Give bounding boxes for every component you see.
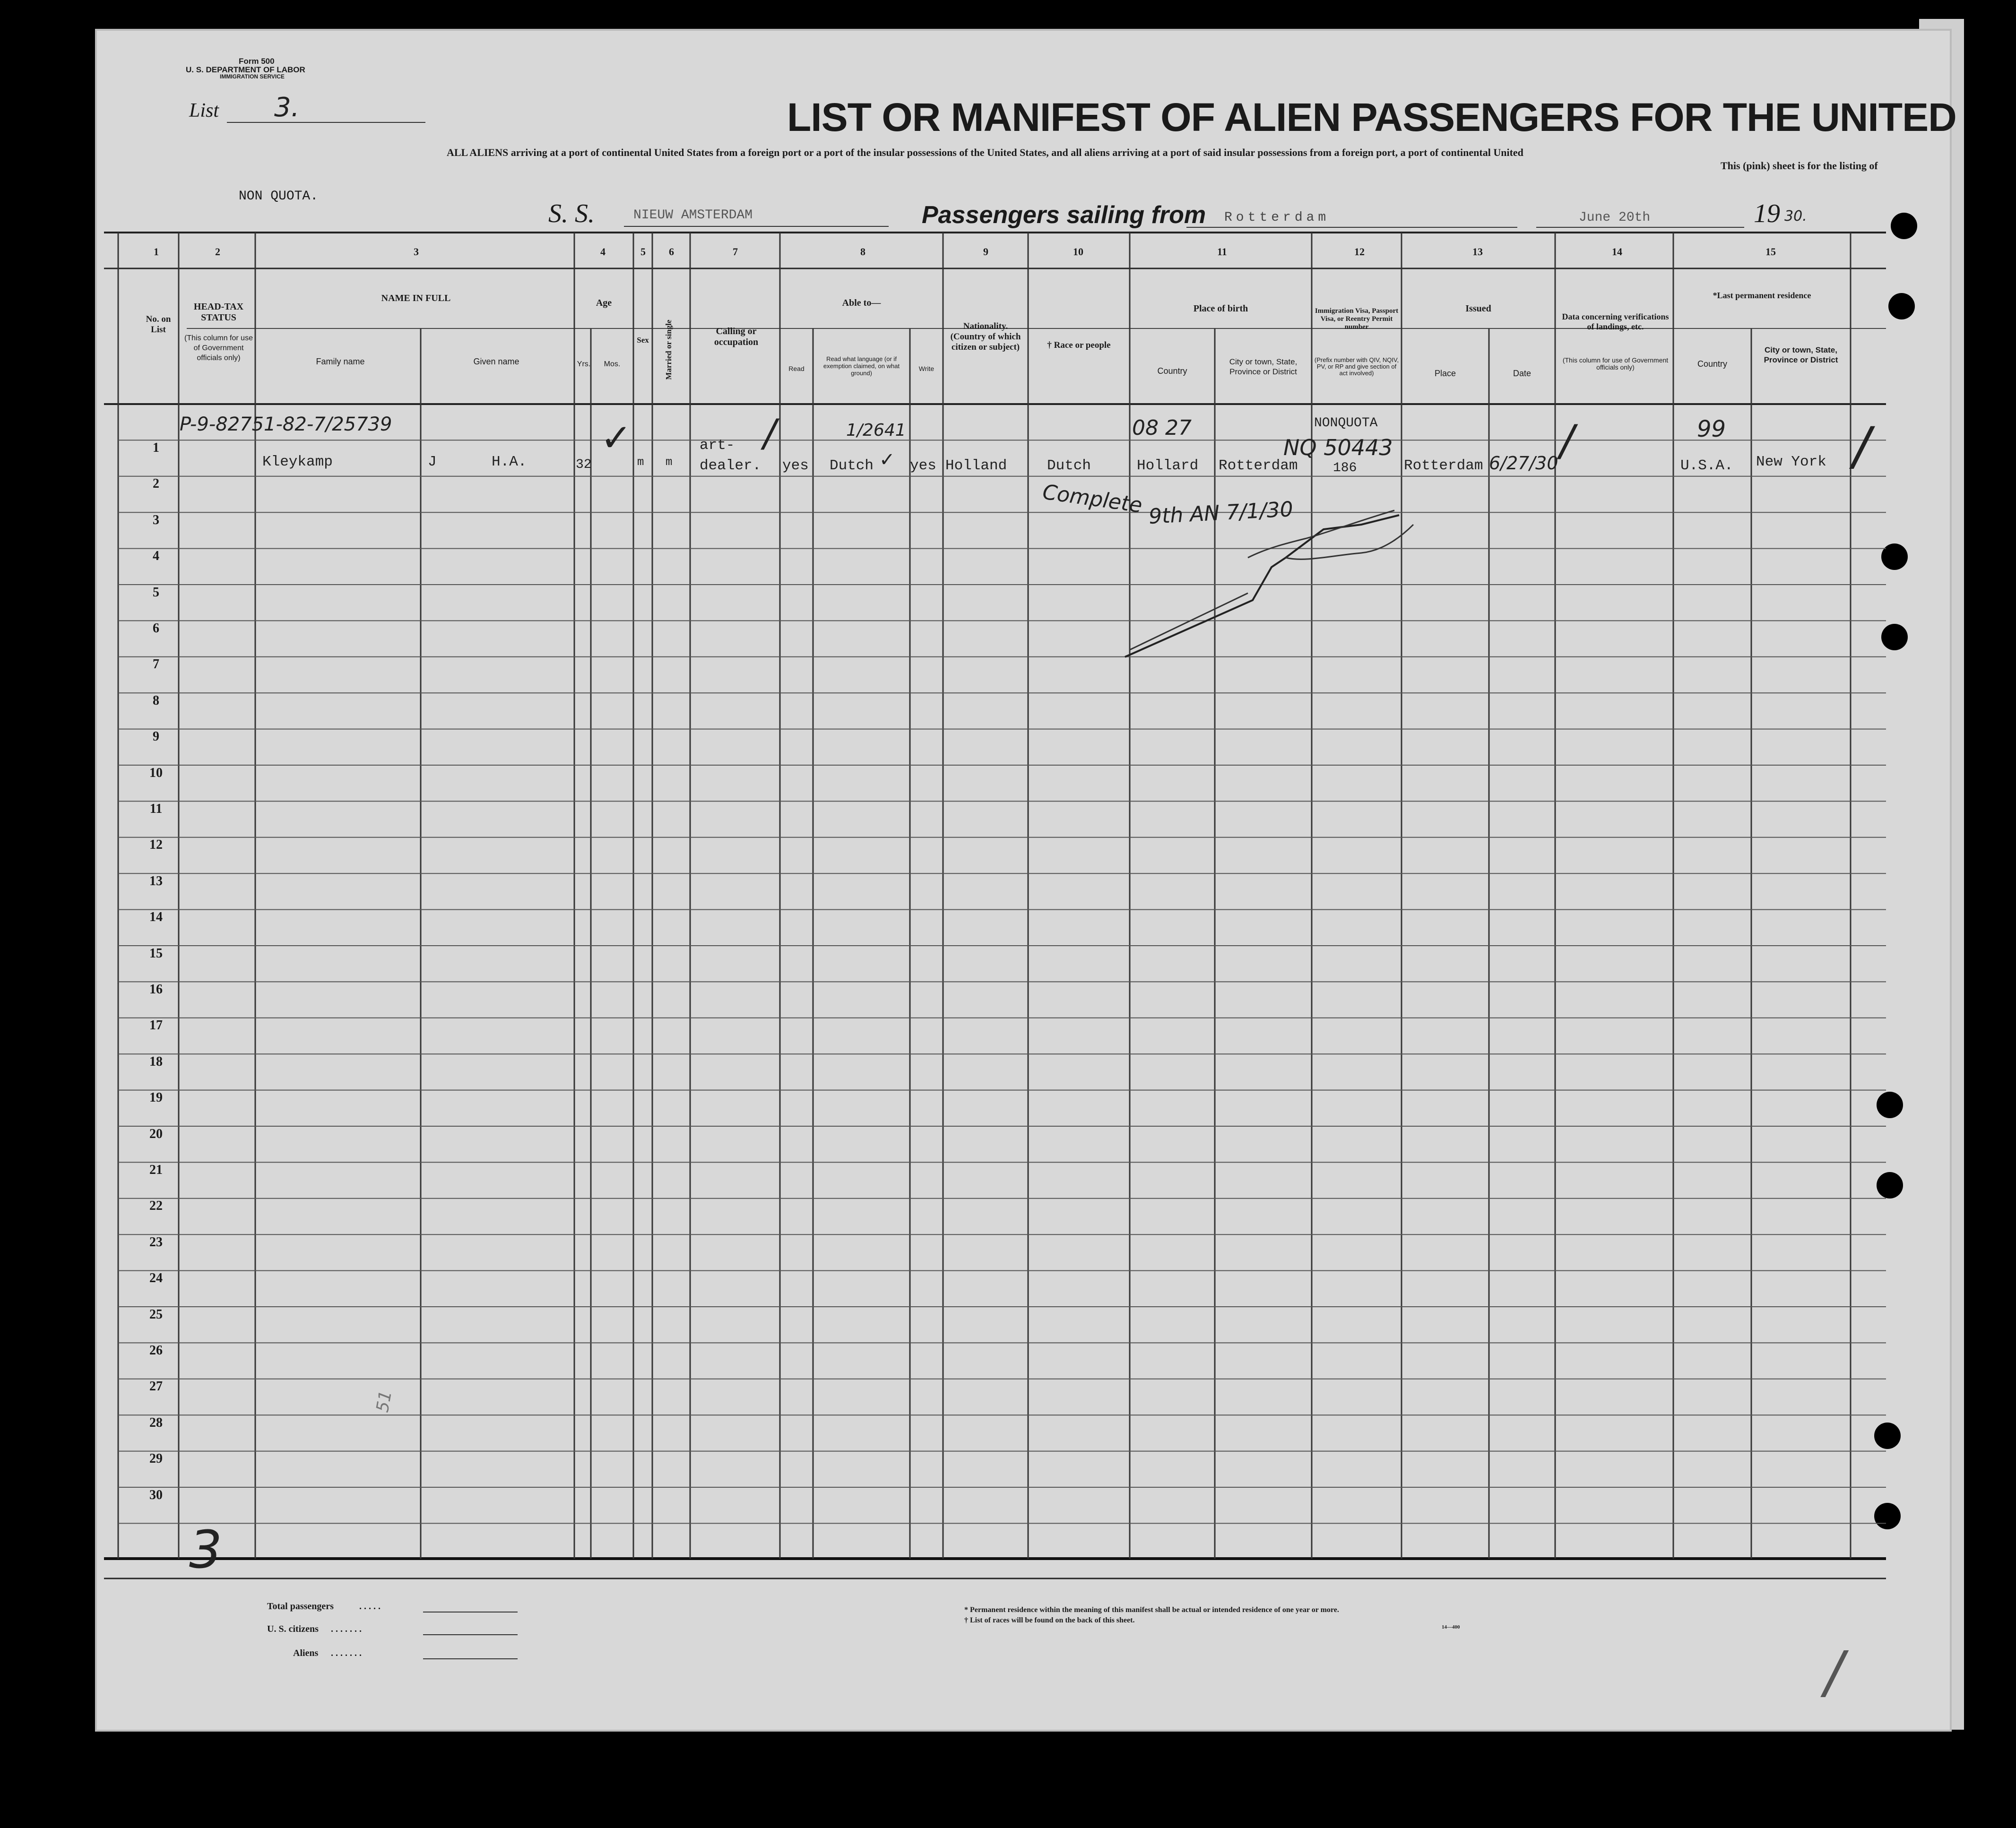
read-language: Dutch <box>830 457 874 474</box>
colnum-4: 4 <box>600 246 606 258</box>
language-check: ✓ <box>879 449 895 471</box>
sex: m <box>637 456 644 469</box>
header-last-residence: *Last permanent residence <box>1713 291 1811 300</box>
aliens-line <box>423 1658 518 1659</box>
row-number: 19 <box>149 1090 163 1105</box>
header-sex: Sex <box>637 336 649 345</box>
header-res-country: Country <box>1697 359 1728 369</box>
ship-name: NIEUW AMSTERDAM <box>633 208 753 223</box>
header-issued: Issued <box>1465 303 1491 314</box>
header-res-city: City or town, State, Province or District <box>1764 345 1838 364</box>
occupation-1: art- <box>700 437 735 454</box>
row-number: 30 <box>149 1487 163 1502</box>
row-number: 13 <box>149 873 163 888</box>
family-name: Kleykamp <box>262 454 333 470</box>
row-number: 5 <box>153 585 159 600</box>
colnum-2: 2 <box>215 246 220 258</box>
row-number: 20 <box>149 1126 163 1141</box>
colnum-8: 8 <box>860 246 865 258</box>
manifest-subtitle: ALL ALIENS arriving at a port of continental United States from a foreign port or a port of the insular possessions of the United States, and all aliens arriving at a port of said insular possessions from a foreign port, a port of continental United <box>447 147 1523 158</box>
colnum-12: 12 <box>1354 246 1365 258</box>
row-number: 11 <box>149 802 163 816</box>
row-number: 24 <box>149 1271 163 1286</box>
birth-note: 08 27 <box>1132 416 1192 440</box>
residence-check: / <box>1853 416 1871 476</box>
header-write: Write <box>918 365 934 372</box>
colnum-15: 15 <box>1765 246 1776 258</box>
department: U. S. DEPARTMENT OF LABOR <box>186 65 305 74</box>
able-read: yes <box>782 457 809 474</box>
row-number: 14 <box>149 910 163 925</box>
complete-date: 9th AN 7/1/30 <box>1148 497 1294 529</box>
row-number: 23 <box>149 1234 163 1250</box>
visa-line-2: 186 <box>1333 461 1357 475</box>
sailing-label: Passengers sailing from <box>922 201 1206 229</box>
row-number: 12 <box>149 837 163 853</box>
row-number: 21 <box>149 1163 163 1177</box>
age-check: ✓ <box>600 416 632 460</box>
header-issued-place: Place <box>1434 369 1456 378</box>
visa-note: NQ 50443 <box>1283 435 1393 460</box>
row-number: 6 <box>153 621 159 636</box>
ss-label: S. S. <box>548 199 595 228</box>
departure-port: Rotterdam <box>1224 210 1330 225</box>
row-number: 15 <box>149 946 163 961</box>
footnote-2: † List of races will be found on the back of this sheet. <box>964 1616 1135 1624</box>
residence-country: U.S.A. <box>1680 457 1733 474</box>
row-number: 22 <box>149 1199 163 1214</box>
manifest-subtitle-2: This (pink) sheet is for the listing of <box>1721 160 1878 172</box>
able-write: yes <box>910 457 936 474</box>
aliens-label: Aliens <box>293 1648 319 1658</box>
list-number: 3. <box>274 92 300 123</box>
given-name: J <box>428 454 437 470</box>
colnum-10: 10 <box>1073 246 1083 258</box>
bottom-number: 3 <box>189 1519 222 1580</box>
row-number: 16 <box>149 982 163 997</box>
header-visa-note: (Prefix number with QIV, NQIV, PV, or RP and give section of act involved) <box>1314 356 1399 377</box>
header-issued-date: Date <box>1513 369 1531 378</box>
row-number: 7 <box>153 657 159 672</box>
row-number: 25 <box>149 1307 163 1322</box>
header-birth-country: Country <box>1157 366 1187 376</box>
header-head-tax-note: (This column for use of Government officials only) <box>184 334 253 362</box>
verification-check: / <box>1560 416 1575 466</box>
header-able-to: Able to— <box>842 298 881 308</box>
head-tax-note: P-9-82751-82-7/25739 <box>180 414 392 435</box>
birth-city: Rotterdam <box>1219 457 1298 474</box>
complete-stamp: Complete <box>1041 480 1144 518</box>
header-place-of-birth: Place of birth <box>1193 303 1248 314</box>
header-age-yrs: Yrs. <box>577 360 591 368</box>
footnote-1: * Permanent residence within the meaning of this manifest shall be actual or intended residence of one year or more. <box>964 1606 1339 1614</box>
row-number: 1 <box>153 440 159 455</box>
residence-note: 99 <box>1697 416 1726 442</box>
row-number: 4 <box>153 549 159 564</box>
header-given-name: Given name <box>473 357 519 366</box>
form-number: Form 500 <box>239 57 275 66</box>
issued-place: Rotterdam <box>1404 457 1483 474</box>
row-number: 27 <box>149 1379 163 1394</box>
given-name-2: H.A. <box>492 454 527 470</box>
row-number: 26 <box>149 1343 163 1358</box>
header-no-on-list: No. on List <box>146 314 171 335</box>
marital-status: m <box>666 456 673 469</box>
aliens-dots: . . . . . . . <box>331 1648 362 1658</box>
header-nationality: Nationality. (Country of which citizen or subject) <box>950 321 1021 352</box>
us-citizens-label: U. S. citizens <box>267 1624 319 1634</box>
departure-date: June 20th <box>1579 210 1651 225</box>
read-check: / <box>763 411 776 455</box>
pencil-number: 51 <box>372 1389 396 1414</box>
colnum-5: 5 <box>640 246 646 258</box>
row-number: 8 <box>153 693 159 708</box>
colnum-13: 13 <box>1472 246 1483 258</box>
margin-mark: / <box>1825 1640 1844 1706</box>
header-married: Married or single <box>664 319 673 380</box>
colnum-11: 11 <box>1217 246 1227 258</box>
header-verifications-note: (This column for use of Government officials only) <box>1562 356 1669 371</box>
colnum-7: 7 <box>733 246 738 258</box>
us-citizens-line <box>423 1634 518 1635</box>
issued-date: 6/27/30 <box>1489 453 1558 474</box>
us-citizens-dots: . . . . . . . <box>331 1624 362 1634</box>
list-label: List <box>189 100 219 121</box>
total-passengers-label: Total passengers <box>267 1601 334 1612</box>
quota-class: NON QUOTA. <box>239 189 319 204</box>
service: IMMIGRATION SERVICE <box>220 73 285 80</box>
row-number: 9 <box>153 729 159 744</box>
header-occupation: Calling or occupation <box>714 326 759 347</box>
row-number: 2 <box>153 476 159 491</box>
manifest-title: LIST OR MANIFEST OF ALIEN PASSENGERS FOR THE UNITED <box>787 95 1956 139</box>
year-suffix: 30. <box>1784 208 1807 224</box>
print-code: 14—400 <box>1442 1624 1460 1630</box>
residence-city: New York <box>1756 454 1826 470</box>
total-passengers-dots: . . . . . <box>359 1601 381 1612</box>
occupation-2: dealer. <box>700 457 761 474</box>
header-read-language: Read what language (or if exemption claimed, on what ground) <box>823 355 900 377</box>
header-birth-city: City or town, State, Province or District <box>1229 357 1298 376</box>
year-prefix: 19 <box>1754 199 1780 228</box>
header-read: Read <box>788 365 805 372</box>
colnum-3: 3 <box>414 246 419 258</box>
colnum-1: 1 <box>154 246 159 258</box>
header-family-name: Family name <box>316 357 365 366</box>
header-name: NAME IN FULL <box>381 293 451 303</box>
row-number: 17 <box>149 1018 163 1033</box>
header-age-mos: Mos. <box>604 360 621 368</box>
header-verifications: Data concerning verifications of landings, etc. <box>1562 312 1669 331</box>
row-number: 18 <box>149 1054 163 1069</box>
visa-line-1: NONQUOTA <box>1314 416 1378 431</box>
header-head-tax: HEAD-TAX STATUS <box>193 302 244 323</box>
nationality: Holland <box>945 457 1007 474</box>
header-visa: Immigration Visa, Passport Visa, or Reentry Permit number <box>1315 307 1399 331</box>
age-years: 32 <box>576 457 592 472</box>
header-age: Age <box>596 298 612 308</box>
language-note: 1/2641 <box>846 421 906 440</box>
race: Dutch <box>1047 457 1091 474</box>
header-race: † Race or people <box>1047 340 1111 350</box>
colnum-9: 9 <box>983 246 988 258</box>
row-number: 3 <box>153 512 159 527</box>
colnum-14: 14 <box>1612 246 1622 258</box>
colnum-6: 6 <box>669 246 674 258</box>
row-number: 29 <box>149 1451 163 1466</box>
row-number: 10 <box>149 765 163 780</box>
birth-country: Hollard <box>1137 457 1199 474</box>
row-number: 28 <box>149 1415 163 1430</box>
